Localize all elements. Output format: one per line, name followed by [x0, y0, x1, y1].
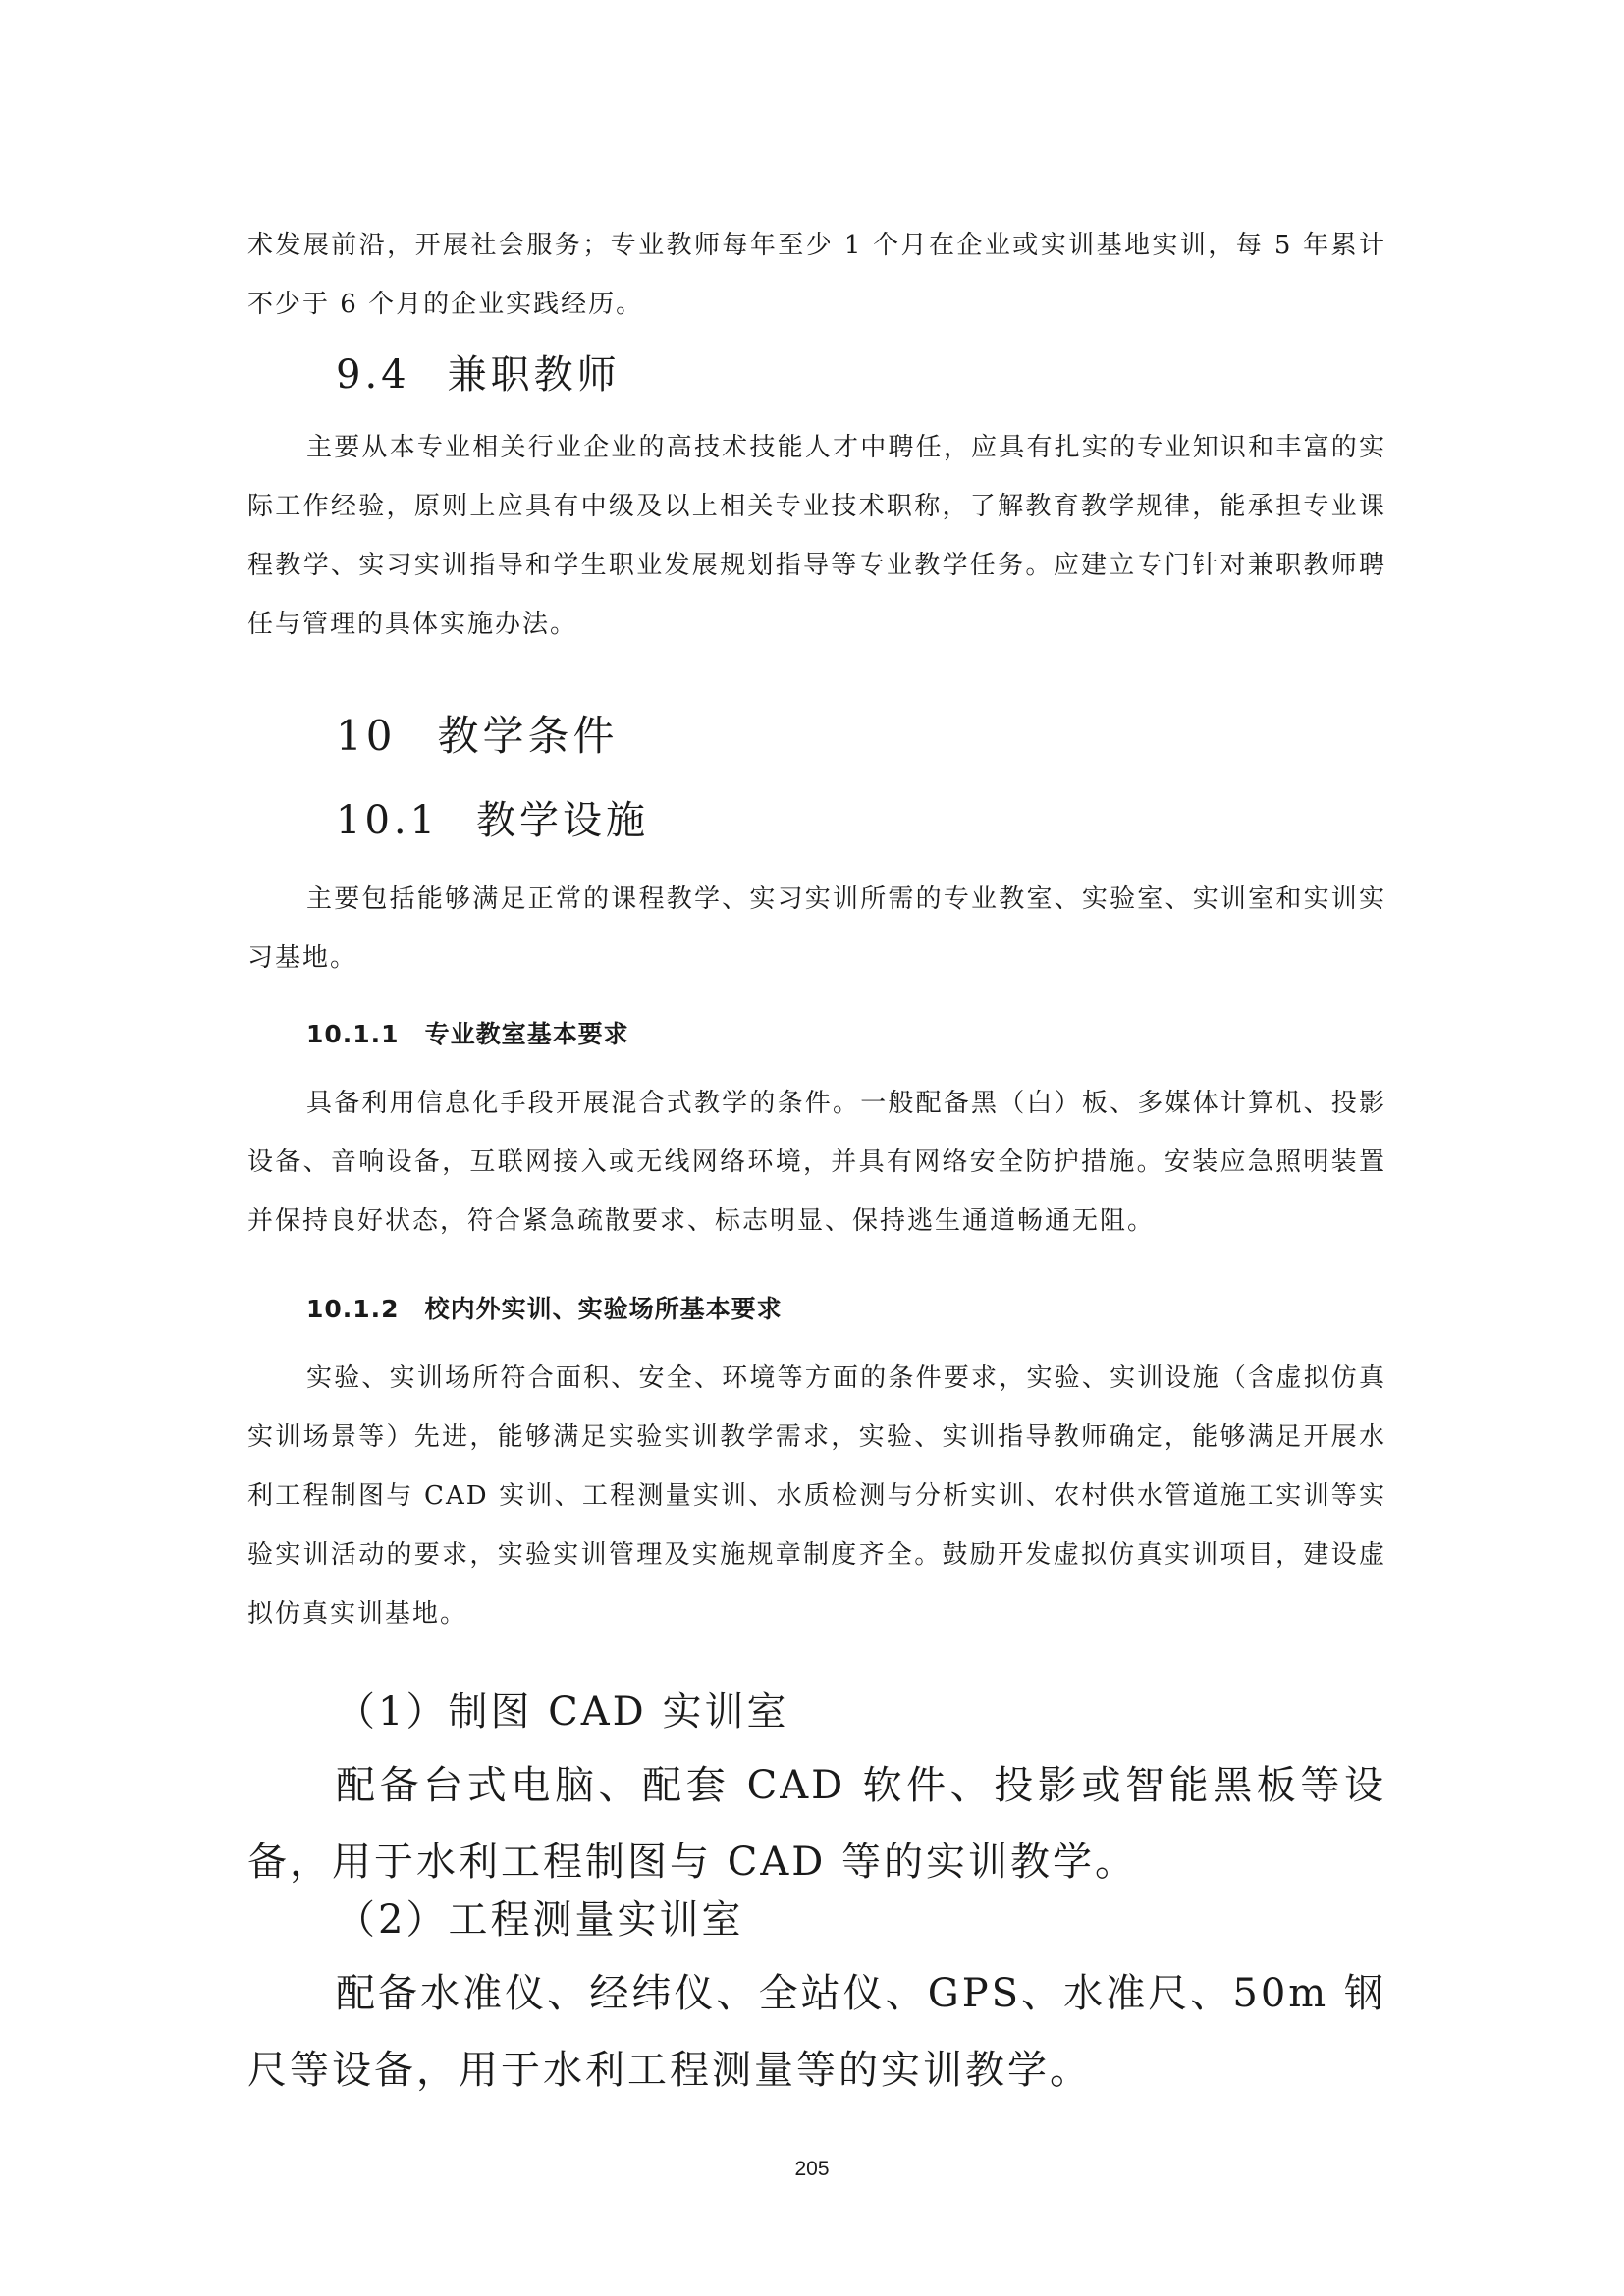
item-heading-surveying-room: （2）工程测量实训室	[336, 1897, 744, 1943]
item-body-cad-room: 配备台式电脑、配套 CAD 软件、投影或智能黑板等设备，用于水利工程制图与 CAD 等的实训教学。	[247, 1763, 1386, 1885]
paragraph-teaching-facilities: 主要包括能够满足正常的课程教学、实习实训所需的专业教室、实验室、实训室和实训实习基地。	[247, 884, 1386, 973]
subsection-number: 10.1.1	[306, 1020, 400, 1048]
chapter-title: 教学条件	[437, 712, 619, 760]
subsection-title: 校内外实训、实验场所基本要求	[424, 1295, 783, 1323]
chapter-number: 10	[336, 712, 397, 760]
section-number: 10.1	[336, 798, 440, 843]
paragraph-part-time-teachers: 主要从本专业相关行业企业的高技术技能人才中聘任，应具有扎实的专业知识和丰富的实际工作经验，原则上应具有中级及以上相关专业技术职称，了解教育教学规律，能承担专业课程教学、实习实训指导和学生职业发展规划指导等专业教学任务。应建立专门针对兼职教师聘任与管理的具体实施办法。	[247, 433, 1386, 639]
item-heading-cad-room: （1）制图 CAD 实训室	[336, 1689, 789, 1735]
section-number: 9.4	[336, 352, 410, 398]
subsection-heading-10-1-2	[306, 1288, 783, 1331]
paragraph-continued: 术发展前沿，开展社会服务；专业教师每年至少 1 个月在企业或实训基地实训，每 5 年累计不少于 6 个月的企业实践经历。	[247, 231, 1386, 319]
subsection-number: 10.1.2	[306, 1295, 400, 1323]
paragraph-classroom-requirements: 具备利用信息化手段开展混合式教学的条件。一般配备黑（白）板、多媒体计算机、投影设备、音响设备，互联网接入或无线网络环境，并具有网络安全防护措施。安装应急照明装置并保持良好状态，符合紧急疏散要求、标志明显、保持逃生通道畅通无阻。	[247, 1089, 1386, 1236]
paragraph-training-site-requirements: 实验、实训场所符合面积、安全、环境等方面的条件要求，实验、实训设施（含虚拟仿真实训场景等）先进，能够满足实验实训教学需求，实验、实训指导教师确定，能够满足开展水利工程制图与 CAD 实训、工程测量实训、水质检测与分析实训、农村供水管道施工实训等实验实训活动的要求，实验实训管理及实施规章制度齐全。鼓励开发虚拟仿真实训项目，建设虚拟仿真实训基地。	[247, 1363, 1386, 1629]
section-title: 教学设施	[476, 798, 650, 843]
section-title: 兼职教师	[447, 352, 621, 398]
section-heading-10-1	[336, 791, 649, 850]
subsection-title: 专业教室基本要求	[424, 1020, 629, 1048]
section-heading-9-4	[336, 346, 621, 404]
chapter-heading-10	[336, 705, 618, 768]
item-body-surveying-room: 配备水准仪、经纬仪、全站仪、GPS、水准尺、50m 钢尺等设备，用于水利工程测量等的实训教学。	[247, 1971, 1386, 2093]
page-number: 205	[794, 2158, 830, 2180]
subsection-heading-10-1-1	[306, 1013, 629, 1056]
